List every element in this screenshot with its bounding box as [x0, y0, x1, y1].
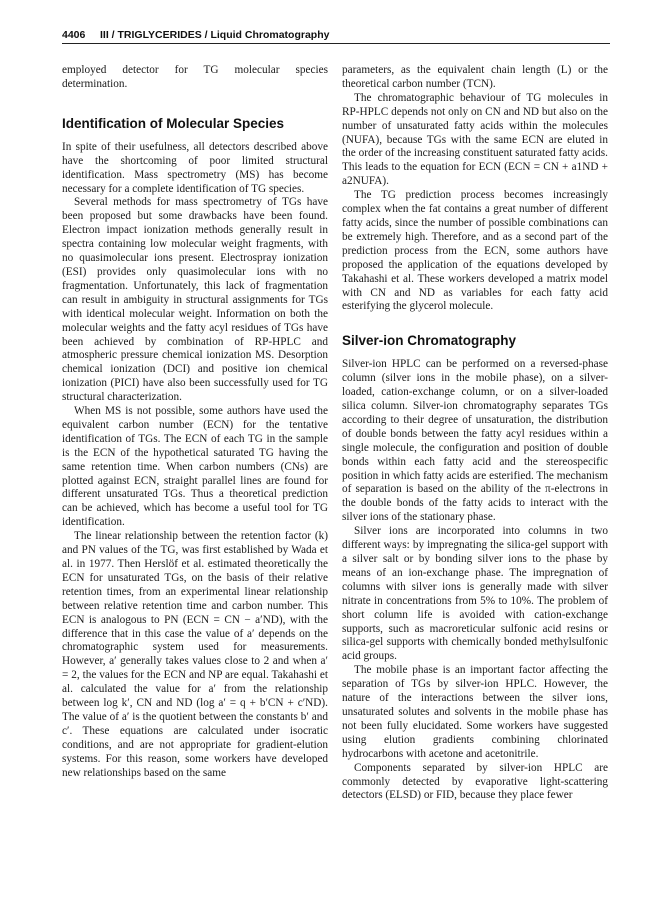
section-heading-identification: Identification of Molecular Species [62, 115, 285, 131]
paragraph: The mobile phase is an important factor affecting the separation of TGs by silver-ion HPLC. However, the nature of the interactions between the silver ions, unsaturated solutes and solvents in the mobile phase has not been fully elucidated. Some workers have suggested using elution gradients combining chlorinated hydrocarbons with acetone and acetonitrile. [342, 664, 608, 760]
paragraph: parameters, as the equivalent chain length (L) or the theoretical carbon number (TCN). [342, 64, 608, 90]
running-title: III / TRIGLYCERIDES / Liquid Chromatography [100, 29, 330, 41]
page-header [62, 27, 610, 43]
left-column [62, 64, 328, 781]
paragraph: employed detector for TG molecular species determination. [62, 64, 328, 90]
paragraph: In spite of their usefulness, all detectors described above have the shortcoming of poor limited structural identification. Mass spectrometry (MS) has become necessary for a complete identification of TG species. [62, 140, 328, 195]
paragraph: Components separated by silver-ion HPLC are commonly detected by evaporative light-scattering detectors (ELSD) or FID, because they place fewer [342, 761, 608, 802]
paragraph: The TG prediction process becomes increasingly complex when the fat contains a great number of different fatty acids, since the number of possible combinations can be extremely high. Therefore, and as a second part of the prediction process from the ECN, some authors have proposed the application of the equations developed by Takahashi et al. These workers developed a matrix model with CN and ND as variables for each fatty acid esterifying the glycerol molecule. [342, 189, 608, 313]
paragraph: Silver ions are incorporated into columns in two different ways: by impregnating the silica-gel support with a silver salt or by bonding silver ions to the phase by means of an ion-exchange phase. The impregnation of columns with silver ions is generally made with silver nitrate in concentrations from 5% to 10%. The problem of short column life is avoided with cation-exchange supports, such as macroreticular sulfonic acid resins or silica-gel supports with chemically bonded methylsulfonic acid groups. [342, 525, 608, 663]
section-heading-silver-ion: Silver-ion Chromatography [342, 333, 517, 349]
paragraph: Silver-ion HPLC can be performed on a reversed-phase column (silver ions in the mobile phase), on a silver-loaded, cation-exchange column, or on a silver-loaded silica column. Silver-ion chromatography separates TGs according to their degree of unsaturation, the distribution of double bonds between the fatty acyl residues within a single molecule, the configuration and position of double bonds within each fatty acid and the stereospecific position in which fatty acids are esterified. The mechanism of separation is based on the ability of the π-electrons in the double bonds of the fatty acids to interact with the silver ions of the stationary phase. [342, 358, 608, 524]
header-rule [62, 43, 610, 44]
page-number: 4406 [62, 29, 86, 41]
paragraph: Several methods for mass spectrometry of TGs have been proposed but some drawbacks have been found. Electron impact ionization methods generally result in spectra containing low molecular weight fragments, with no quasimolecular ions present. Electrospray ionization (ESI) provides only quasimolecular ions with no fragmentation. Unfortunately, this lack of fragmentation can result in ambiguity in structural assignments for TGs with identical molecular weight. Information on both the molecular weights and the fatty acyl residues of TGs have been achieved by combination of RP-HPLC and atmospheric pressure chemical ionization MS. Desorption chemical ionization (DCI) and positive ion chemical ionization (PICI) have also been successfully used for TG structural characterization. [62, 196, 328, 404]
right-column [342, 64, 608, 803]
paragraph: The chromatographic behaviour of TG molecules in RP-HPLC depends not only on CN and ND but also on the number of unsaturated fatty acids within the molecules (NUFA), because TGs with the same ECN are eluted in the order of the increasing constituent saturated fatty acids. This leads to the equation for ECN (ECN = CN + a1ND + a2NUFA). [342, 91, 608, 188]
paragraph: When MS is not possible, some authors have used the equivalent carbon number (ECN) for the tentative identification of TGs. The ECN of each TG in the sample is the ECN of the hypothetical saturated TG having the same retention time. When carbon numbers (CNs) are plotted against ECN, straight parallel lines are found for different unsaturated TGs. Thus a theoretical prediction can be achieved, which has become a useful tool for TG identification. [62, 405, 328, 529]
paragraph: The linear relationship between the retention factor (k) and PN values of the TG, was first established by Wada et al. in 1977. Then Herslöf et al. estimated theoretically the ECN for unsaturated TGs, on the basis of their relative retention times, from an experimental linear relationship between relative retention time and carbon number. This ECN is analogous to PN (ECN = CN − a′ND), with the difference that in this case the value of a′ depends on the chromatographic system used for measurements. However, a′ generally takes values close to 2 and when a′ = 2, the values for the ECN and NP are equal. Takahashi et al. calculated the value for a′ from the relationship between log k′, CN and ND (log a′ = q + b′CN + c′ND). The value of a′ is the quotient between the constants b′ and c′. These equations are calculated under isocratic conditions, and are not appropriate for gradient-elution systems. For this reason, some workers have developed new relationships based on the same [62, 530, 328, 779]
